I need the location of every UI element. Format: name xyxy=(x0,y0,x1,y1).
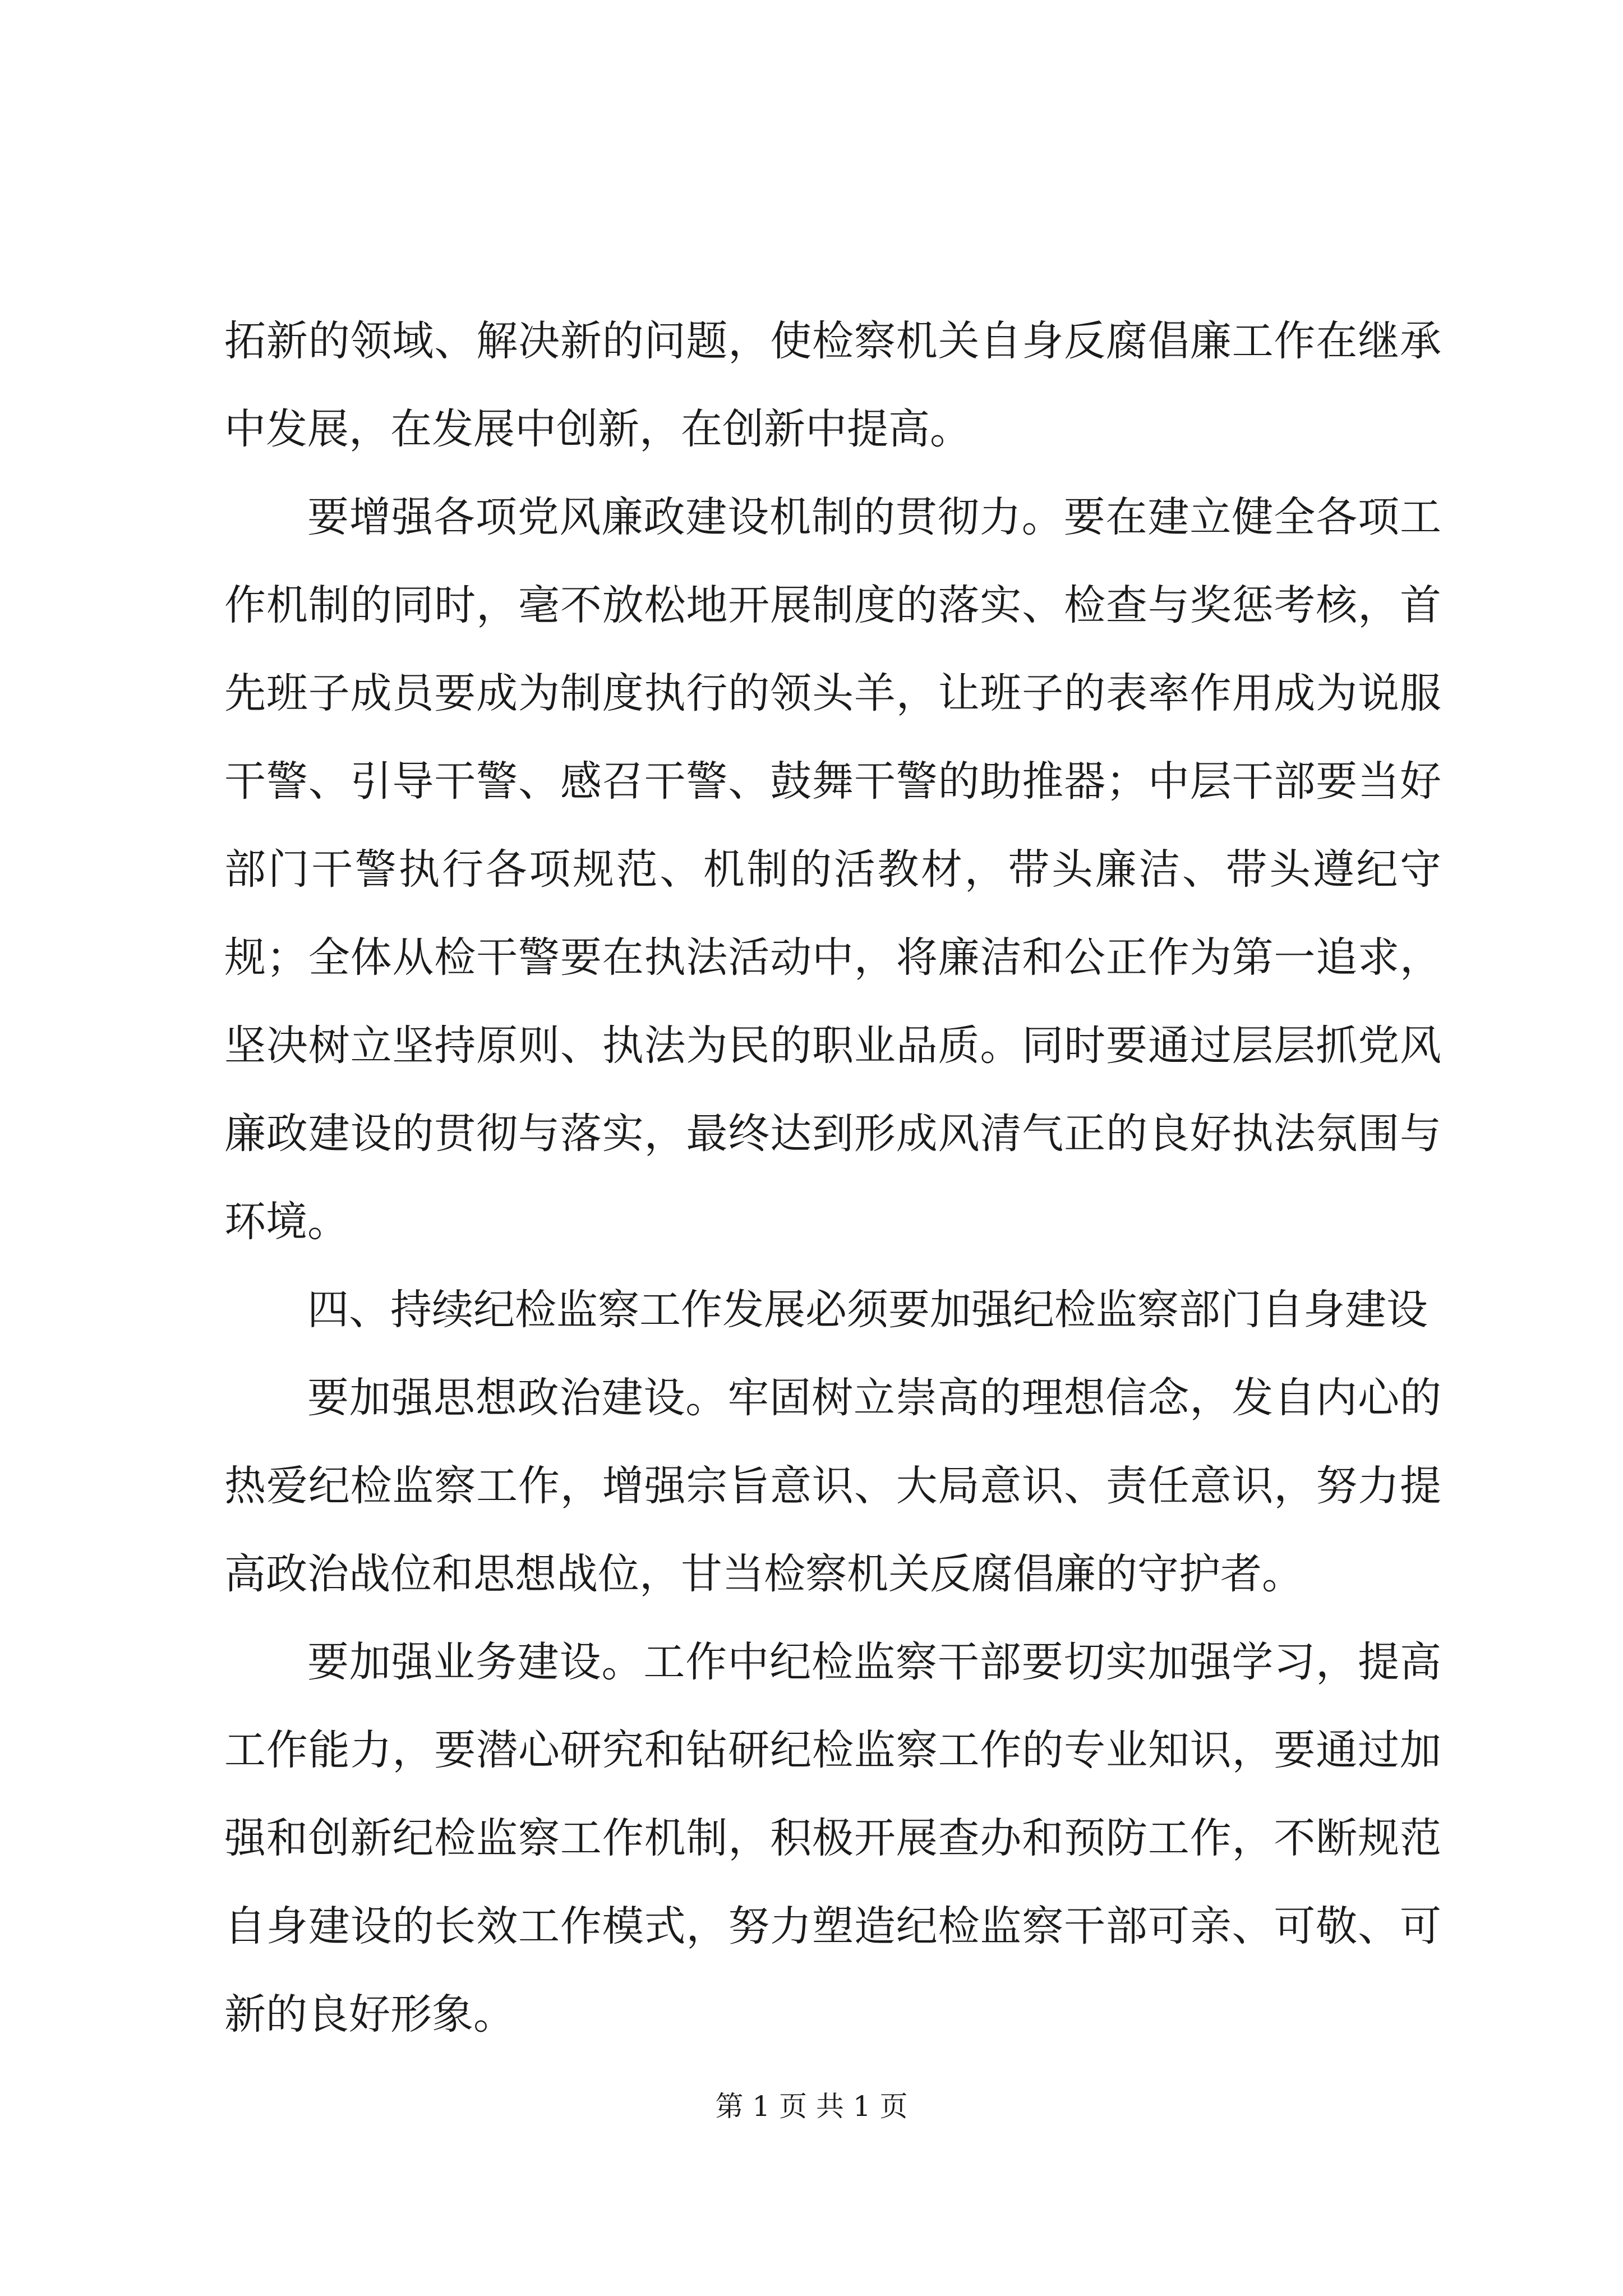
page-footer: 第 1 页 共 1 页 xyxy=(715,2090,908,2123)
paragraph-mechanism: 要增强各项党风廉政建设机制的贯彻力。要在建立健全各项工作机制的同时，毫不放松地开展制度的落实、检查与奖惩考核，首先班子成员要成为制度执行的领头羊，让班子的表率作用成为说服干警、引导干警、感召干警、鼓舞干警的助推器；中层干部要当好部门干警执行各项规范、机制的活教材，带头廉洁、带头遵纪守规；全体从检干警要在执法活动中，将廉洁和公正作为第一追求，坚决树立坚持原则、执法为民的职业品质。同时要通过层层抓党风廉政建设的贯彻与落实，最终达到形成风清气正的良好执法氛围与环境。 xyxy=(224,493,1441,1246)
section-heading-four: 四、持续纪检监察工作发展必须要加强纪检监察部门自身建设 xyxy=(307,1286,1428,1334)
paragraph-business: 要加强业务建设。工作中纪检监察干部要切实加强学习，提高工作能力，要潜心研究和钻研纪检监察工作的专业知识，要通过加强和创新纪检监察工作机制，积极开展查办和预防工作，不断规范自身建设的长效工作模式，努力塑造纪检监察干部可亲、可敬、可新的良好形象。 xyxy=(224,1638,1441,2039)
paragraph-ideology: 要加强思想政治建设。牢固树立崇高的理想信念，发自内心的热爱纪检监察工作，增强宗旨意识、大局意识、责任意识，努力提高政治战位和思想战位，甘当检察机关反腐倡廉的守护者。 xyxy=(224,1374,1441,1598)
document-body xyxy=(224,297,1441,2059)
paragraph-continuation: 拓新的领域、解决新的问题，使检察机关自身反腐倡廉工作在继承中发展，在发展中创新，在创新中提高。 xyxy=(224,317,1441,453)
